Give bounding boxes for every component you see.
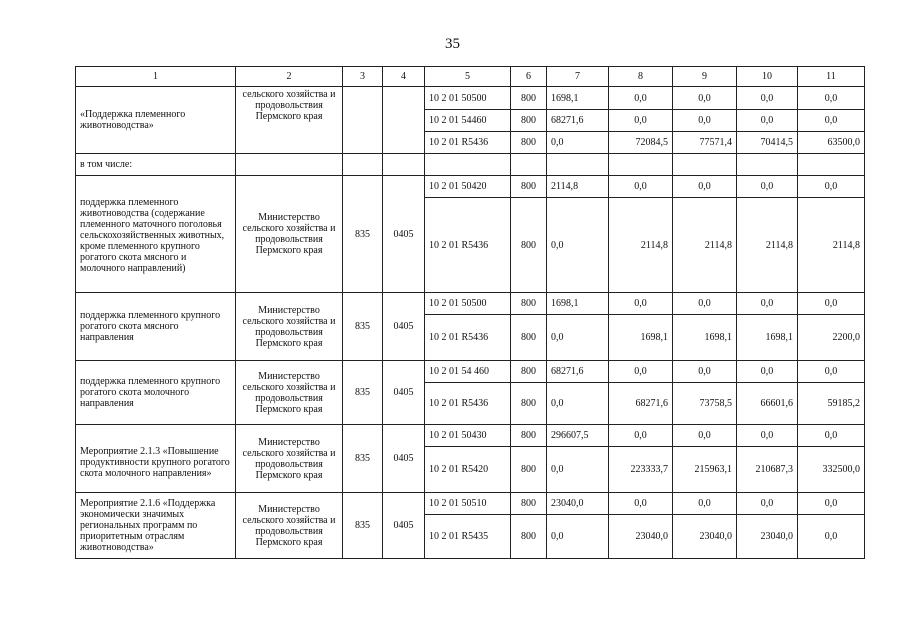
amount-cell: 0,0 [737,87,798,110]
admin-code: 835 [343,361,383,425]
admin-code: 835 [343,425,383,493]
responsible-org: Министерство сельского хозяйства и продовольствия Пермского края [236,361,343,425]
header-cell: 9 [673,67,737,87]
amount-cell: 23040,0 [547,493,609,515]
header-cell: 10 [737,67,798,87]
amount-cell: 1698,1 [609,315,673,361]
empty-cell [343,154,383,176]
budget-code: 10 2 01 50430 [425,425,511,447]
budget-code: 10 2 01 50500 [425,87,511,110]
responsible-org: Министерство сельского хозяйства и продовольствия Пермского края [236,425,343,493]
measure-name: поддержка племенного крупного рогатого скота мясного направления [76,293,236,361]
empty-cell [798,154,865,176]
header-cell: 2 [236,67,343,87]
expense-type: 800 [511,110,547,132]
amount-cell: 0,0 [798,515,865,559]
budget-code: 10 2 01 R5436 [425,198,511,293]
amount-cell: 0,0 [798,176,865,198]
measure-name: «Поддержка племенного животноводства» [76,87,236,154]
measure-name: поддержка племенного крупного рогатого скота молочного направления [76,361,236,425]
expense-type: 800 [511,447,547,493]
budget-code: 10 2 01 54 460 [425,361,511,383]
amount-cell: 68271,6 [547,361,609,383]
table-row [76,293,865,315]
section-code: 0405 [383,425,425,493]
expense-type: 800 [511,198,547,293]
table-row [76,493,865,515]
amount-cell: 68271,6 [547,110,609,132]
expense-type: 800 [511,515,547,559]
empty-cell [737,154,798,176]
amount-cell: 73758,5 [673,383,737,425]
amount-cell: 2114,8 [547,176,609,198]
expense-type: 800 [511,176,547,198]
amount-cell: 332500,0 [798,447,865,493]
header-cell: 5 [425,67,511,87]
amount-cell: 0,0 [609,425,673,447]
amount-cell: 2114,8 [609,198,673,293]
header-cell: 7 [547,67,609,87]
amount-cell: 1698,1 [673,315,737,361]
section-code: 0405 [383,493,425,559]
amount-cell: 2114,8 [673,198,737,293]
amount-cell: 296607,5 [547,425,609,447]
expense-type: 800 [511,315,547,361]
measure-name: Мероприятие 2.1.6 «Поддержка экономически значимых региональных программ по приоритетным отраслям животноводства» [76,493,236,559]
responsible-org: Министерство сельского хозяйства и продовольствия Пермского края [236,176,343,293]
admin-code [343,87,383,154]
budget-code: 10 2 01 R5420 [425,447,511,493]
amount-cell: 23040,0 [609,515,673,559]
amount-cell: 0,0 [737,293,798,315]
amount-cell: 0,0 [673,493,737,515]
amount-cell: 0,0 [547,447,609,493]
expense-type: 800 [511,87,547,110]
amount-cell: 63500,0 [798,132,865,154]
amount-cell: 0,0 [737,361,798,383]
header-cell: 6 [511,67,547,87]
budget-code: 10 2 01 R5436 [425,315,511,361]
amount-cell: 0,0 [609,293,673,315]
amount-cell: 0,0 [547,383,609,425]
amount-cell: 0,0 [547,198,609,293]
amount-cell: 0,0 [798,293,865,315]
table-row [76,425,865,447]
budget-code: 10 2 01 50510 [425,493,511,515]
amount-cell: 0,0 [673,87,737,110]
empty-cell [236,154,343,176]
amount-cell: 215963,1 [673,447,737,493]
header-row [76,67,865,87]
amount-cell: 1698,1 [547,293,609,315]
budget-code: 10 2 01 R5435 [425,515,511,559]
page-number: 35 [445,36,460,52]
amount-cell: 0,0 [798,361,865,383]
header-cell: 4 [383,67,425,87]
amount-cell: 0,0 [798,110,865,132]
expense-type: 800 [511,293,547,315]
table-row [76,361,865,383]
amount-cell: 0,0 [798,87,865,110]
empty-cell [673,154,737,176]
empty-cell [511,154,547,176]
amount-cell: 0,0 [609,176,673,198]
amount-cell: 2200,0 [798,315,865,361]
amount-cell: 2114,8 [737,198,798,293]
amount-cell: 0,0 [609,110,673,132]
admin-code: 835 [343,176,383,293]
responsible-org: сельского хозяйства и продовольствия Пермского края [236,87,343,154]
amount-cell: 68271,6 [609,383,673,425]
admin-code: 835 [343,493,383,559]
expense-type: 800 [511,425,547,447]
amount-cell: 0,0 [547,315,609,361]
header-cell: 1 [76,67,236,87]
amount-cell: 0,0 [609,493,673,515]
responsible-org: Министерство сельского хозяйства и продовольствия Пермского края [236,493,343,559]
measure-name: Мероприятие 2.1.3 «Повышение продуктивности крупного рогатого скота молочного направления» [76,425,236,493]
admin-code: 835 [343,293,383,361]
amount-cell: 0,0 [609,361,673,383]
expense-type: 800 [511,493,547,515]
amount-cell: 72084,5 [609,132,673,154]
header-cell: 8 [609,67,673,87]
amount-cell: 2114,8 [798,198,865,293]
amount-cell: 0,0 [737,493,798,515]
empty-cell [383,154,425,176]
amount-cell: 0,0 [737,425,798,447]
amount-cell: 23040,0 [737,515,798,559]
amount-cell: 0,0 [547,515,609,559]
amount-cell: 0,0 [673,176,737,198]
amount-cell: 223333,7 [609,447,673,493]
amount-cell: 0,0 [547,132,609,154]
amount-cell: 1698,1 [737,315,798,361]
section-code [383,87,425,154]
header-cell: 11 [798,67,865,87]
amount-cell: 1698,1 [547,87,609,110]
expense-type: 800 [511,383,547,425]
amount-cell: 0,0 [798,493,865,515]
amount-cell: 0,0 [673,293,737,315]
budget-code: 10 2 01 50500 [425,293,511,315]
budget-code: 10 2 01 50420 [425,176,511,198]
section-label: в том числе: [76,154,236,176]
amount-cell: 23040,0 [673,515,737,559]
amount-cell: 77571,4 [673,132,737,154]
header-cell: 3 [343,67,383,87]
amount-cell: 0,0 [737,176,798,198]
empty-cell [547,154,609,176]
amount-cell: 0,0 [673,425,737,447]
amount-cell: 0,0 [798,425,865,447]
section-code: 0405 [383,176,425,293]
amount-cell: 210687,3 [737,447,798,493]
measure-name: поддержка племенного животноводства (содержание племенного маточного поголовья сельскохозяйственных животных, кроме племенного крупного рогатого скота мясного и молочного направлений) [76,176,236,293]
expense-type: 800 [511,361,547,383]
table-row [76,87,865,110]
amount-cell: 59185,2 [798,383,865,425]
expense-type: 800 [511,132,547,154]
budget-table [75,66,865,559]
budget-code: 10 2 01 R5436 [425,383,511,425]
amount-cell: 0,0 [673,361,737,383]
empty-cell [609,154,673,176]
responsible-org: Министерство сельского хозяйства и продовольствия Пермского края [236,293,343,361]
table-row [76,176,865,198]
amount-cell: 66601,6 [737,383,798,425]
section-code: 0405 [383,361,425,425]
budget-code: 10 2 01 R5436 [425,132,511,154]
table-row [76,154,865,176]
empty-cell [425,154,511,176]
amount-cell: 0,0 [673,110,737,132]
section-code: 0405 [383,293,425,361]
amount-cell: 70414,5 [737,132,798,154]
budget-code: 10 2 01 54460 [425,110,511,132]
amount-cell: 0,0 [737,110,798,132]
amount-cell: 0,0 [609,87,673,110]
